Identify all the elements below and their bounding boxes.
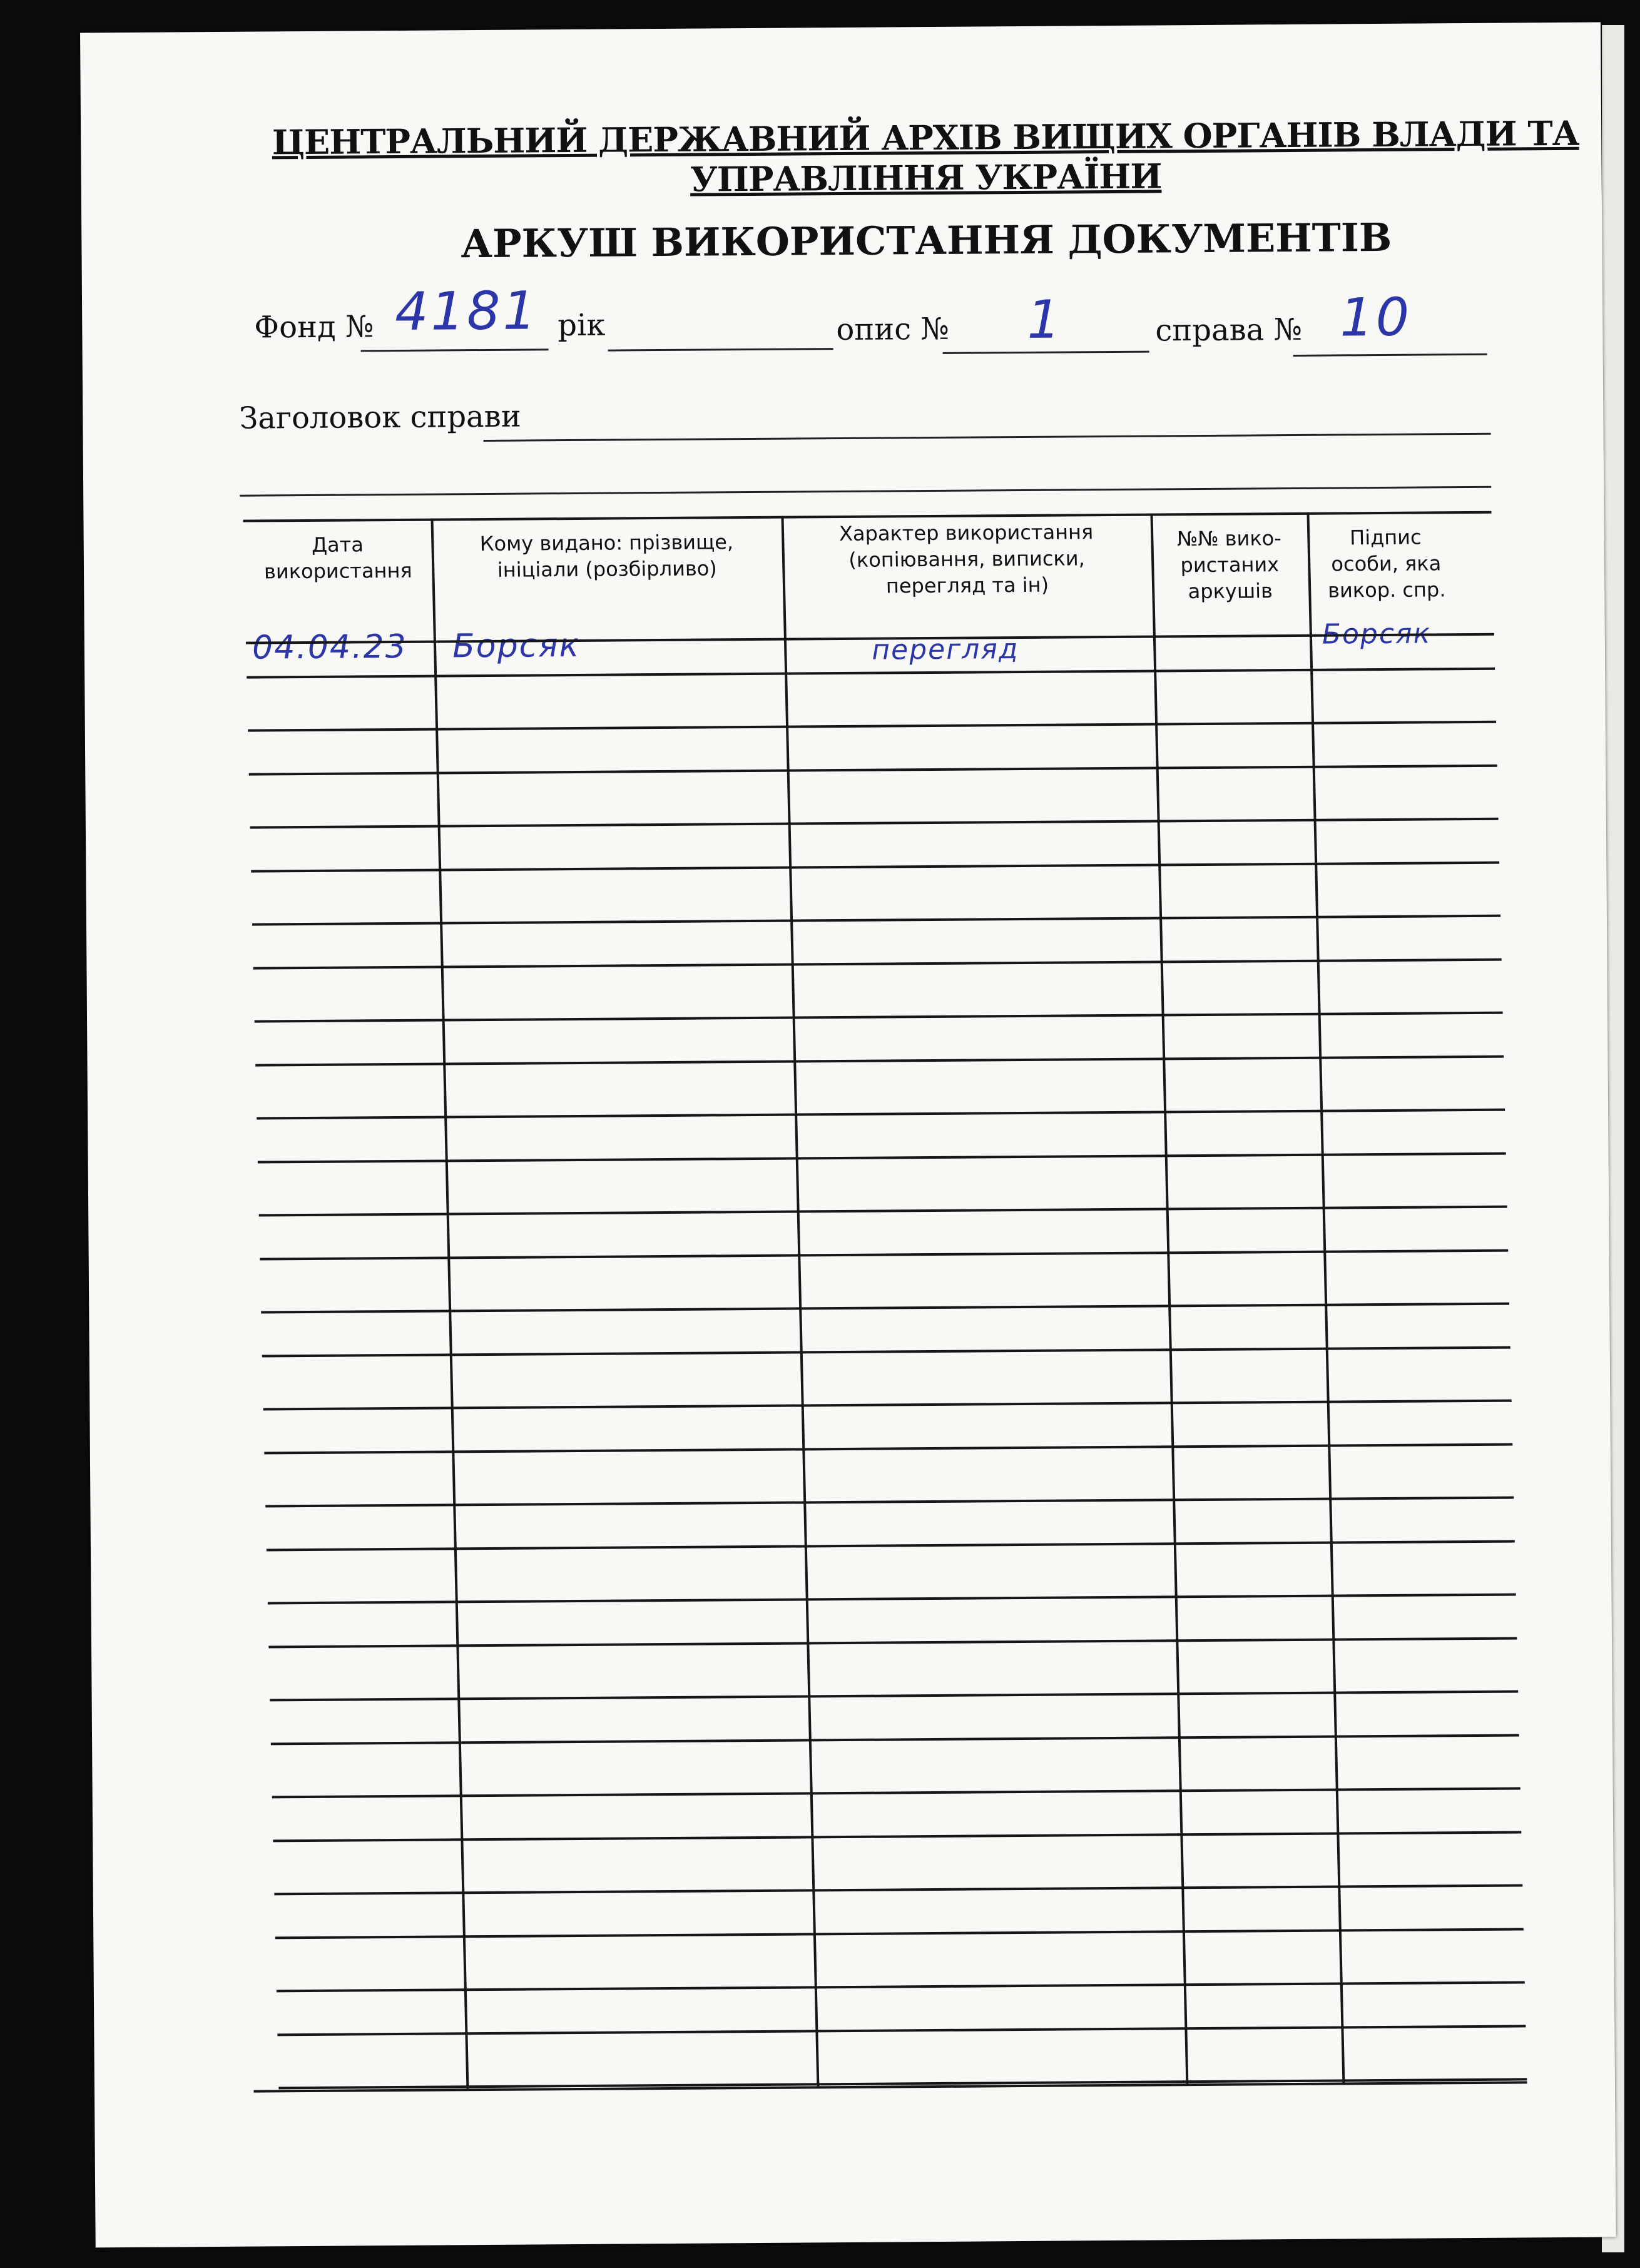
row-person: Борсяк xyxy=(452,626,581,666)
sprava-label: справа № xyxy=(1155,312,1303,348)
fond-value: 4181 xyxy=(394,280,539,342)
fond-underline xyxy=(361,348,549,352)
year-underline xyxy=(608,348,833,352)
header-line: перегляд та ін) xyxy=(885,572,1049,598)
row-date: 04.04.23 xyxy=(252,628,408,667)
header-line: Підпис xyxy=(1349,525,1422,550)
header-line: Характер використання xyxy=(838,520,1094,546)
header-line: (копіювання, виписки, xyxy=(848,546,1086,572)
document-sheet xyxy=(80,23,1616,2248)
header-line: особи, яка xyxy=(1330,551,1442,576)
heading-underline-2 xyxy=(240,486,1491,497)
sprava-underline xyxy=(1293,353,1487,357)
fond-label: Фонд № xyxy=(254,309,374,345)
header-line: Дата xyxy=(311,532,364,557)
column-header-pages xyxy=(1151,525,1309,605)
heading-underline xyxy=(484,433,1491,442)
usage-table xyxy=(243,511,1493,2108)
heading-label: Заголовок справи xyxy=(239,399,521,436)
column-divider xyxy=(1150,514,1188,2084)
column-divider xyxy=(781,516,819,2087)
column-header-signature xyxy=(1307,524,1465,604)
sprava-value: 10 xyxy=(1339,286,1412,348)
opys-value: 1 xyxy=(1026,288,1064,350)
header-line: аркушів xyxy=(1188,579,1273,604)
header-line: використання xyxy=(263,558,413,584)
column-divider xyxy=(1306,512,1345,2083)
header-line: Кому видано: прізвище, xyxy=(479,530,734,556)
column-header-person xyxy=(431,529,783,584)
document-title: АРКУШ ВИКОРИСТАННЯ ДОКУМЕНТІВ xyxy=(461,214,1392,267)
row-signature: Борсяк xyxy=(1322,618,1432,651)
opys-label: опис № xyxy=(836,311,950,348)
header-line: ініціали (розбірливо) xyxy=(497,556,718,582)
opys-underline xyxy=(943,351,1149,354)
archive-name: ЦЕНТРАЛЬНИЙ ДЕРЖАВНИЙ АРХІВ ВИЩИХ ОРГАНІВ ВЛАДИ ТА УПРАВЛІННЯ УКРАЇНИ xyxy=(272,113,1579,200)
column-divider xyxy=(430,519,469,2089)
column-header-usage xyxy=(782,519,1153,600)
header-line: ристаних xyxy=(1180,552,1280,577)
year-label: рік xyxy=(558,307,606,343)
header-line: №№ вико- xyxy=(1176,526,1282,551)
column-header-date xyxy=(243,531,432,585)
header-line: викор. спр. xyxy=(1327,577,1446,603)
row-usage: перегляд xyxy=(871,633,1019,666)
